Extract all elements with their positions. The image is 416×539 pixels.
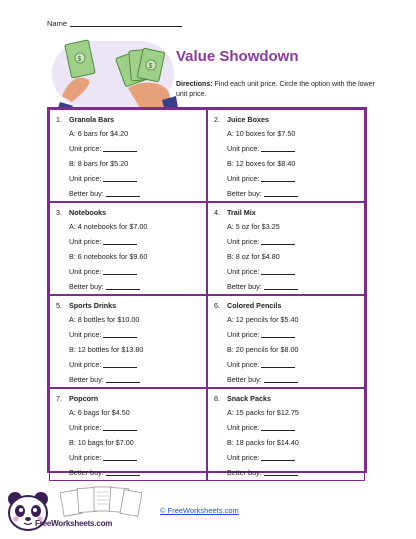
problem-card [207, 295, 365, 388]
option-a: A: 6 bags for $4.50 [69, 408, 130, 417]
unit-price-b [214, 171, 358, 186]
problems-grid [47, 107, 367, 477]
problem-name: Granola Bars [69, 115, 115, 124]
problem-number: 7. [56, 394, 62, 403]
answer-blank[interactable] [264, 289, 298, 290]
unit-price-label: Unit price: [227, 144, 260, 153]
problem-card [49, 295, 207, 388]
unit-price-a [56, 420, 200, 435]
panda-mascot-icon [4, 489, 54, 537]
name-line[interactable] [70, 26, 182, 27]
answer-blank[interactable] [264, 382, 298, 383]
option-a: A: 10 boxes for $7.50 [227, 129, 296, 138]
unit-price-b [56, 171, 200, 186]
answer-blank[interactable] [103, 274, 137, 275]
money-hands-illustration [58, 36, 178, 108]
answer-blank[interactable] [264, 475, 298, 476]
answer-blank[interactable] [261, 151, 295, 152]
problem-name: Snack Packs [227, 394, 271, 403]
unit-price-label: Unit price: [227, 453, 260, 462]
unit-price-label: Unit price: [69, 144, 102, 153]
unit-price-label: Unit price: [69, 360, 102, 369]
unit-price-label: Unit price: [227, 423, 260, 432]
problem-card [49, 109, 207, 202]
option-b: B: 12 boxes for $8.40 [227, 159, 296, 168]
svg-text:$: $ [77, 56, 82, 63]
unit-price-a [214, 327, 358, 342]
option-b: B: 8 oz for $4.80 [227, 252, 280, 261]
option-a: A: 4 notebooks for $7.00 [69, 222, 148, 231]
unit-price-a [56, 141, 200, 156]
svg-text:$: $ [148, 63, 153, 70]
answer-blank[interactable] [106, 475, 140, 476]
unit-price-a [56, 234, 200, 249]
unit-price-label: Unit price: [69, 423, 102, 432]
option-a: A: 8 bottles for $10.00 [69, 315, 140, 324]
problem-number: 1. [56, 115, 62, 124]
option-b: B: 8 bars for $5.20 [69, 159, 129, 168]
problem-name: Notebooks [69, 208, 107, 217]
option-b: B: 6 notebooks for $9.60 [69, 252, 148, 261]
unit-price-a [214, 141, 358, 156]
problem-number: 3. [56, 208, 62, 217]
unit-price-b [214, 357, 358, 372]
better-buy [214, 465, 358, 480]
unit-price-label: Unit price: [69, 237, 102, 246]
answer-blank[interactable] [103, 181, 137, 182]
answer-blank[interactable] [264, 196, 298, 197]
answer-blank[interactable] [106, 289, 140, 290]
better-buy-label: Better buy: [69, 189, 104, 198]
unit-price-b [56, 357, 200, 372]
unit-price-label: Unit price: [227, 237, 260, 246]
footer-link[interactable]: © FreeWorksheets.com [160, 506, 239, 515]
better-buy-label: Better buy: [69, 468, 104, 477]
better-buy-label: Better buy: [227, 468, 262, 477]
directions-text: Find each unit price. Circle the option with the lower unit price. [176, 81, 375, 98]
unit-price-a [214, 420, 358, 435]
unit-price-b [214, 264, 358, 279]
page-title: Value Showdown [176, 48, 299, 65]
better-buy [56, 372, 200, 387]
unit-price-label: Unit price: [69, 267, 102, 276]
answer-blank[interactable] [103, 430, 137, 431]
unit-price-label: Unit price: [69, 174, 102, 183]
brand-logo-text: FreeWorksheets.com [35, 519, 113, 528]
problem-number: 2. [214, 115, 220, 124]
better-buy-label: Better buy: [227, 189, 262, 198]
answer-blank[interactable] [261, 337, 295, 338]
answer-blank[interactable] [261, 367, 295, 368]
answer-blank[interactable] [103, 151, 137, 152]
name-label: Name [47, 19, 68, 28]
problem-card [207, 202, 365, 295]
option-b: B: 10 bags for $7.00 [69, 438, 134, 447]
answer-blank[interactable] [261, 274, 295, 275]
unit-price-a [214, 234, 358, 249]
unit-price-label: Unit price: [69, 453, 102, 462]
unit-price-b [56, 450, 200, 465]
answer-blank[interactable] [261, 244, 295, 245]
unit-price-label: Unit price: [69, 330, 102, 339]
unit-price-label: Unit price: [227, 267, 260, 276]
problem-name: Colored Pencils [227, 301, 282, 310]
answer-blank[interactable] [103, 244, 137, 245]
unit-price-label: Unit price: [227, 360, 260, 369]
answer-blank[interactable] [103, 367, 137, 368]
option-a: A: 5 oz for $3.25 [227, 222, 280, 231]
problem-name: Trail Mix [227, 208, 256, 217]
problem-number: 8. [214, 394, 220, 403]
directions [176, 80, 376, 100]
better-buy [56, 186, 200, 201]
better-buy [56, 279, 200, 294]
problem-card [207, 388, 365, 481]
better-buy-label: Better buy: [227, 282, 262, 291]
better-buy [56, 465, 200, 480]
option-a: A: 15 packs for $12.75 [227, 408, 299, 417]
problem-name: Popcorn [69, 394, 99, 403]
problem-card [207, 109, 365, 202]
answer-blank[interactable] [106, 196, 140, 197]
answer-blank[interactable] [103, 460, 137, 461]
option-a: A: 6 bars for $4.20 [69, 129, 129, 138]
problem-card [49, 388, 207, 481]
better-buy [214, 279, 358, 294]
better-buy-label: Better buy: [227, 375, 262, 384]
unit-price-a [56, 327, 200, 342]
answer-blank[interactable] [261, 460, 295, 461]
option-b: B: 12 bottles for $13.80 [69, 345, 144, 354]
problem-name: Sports Drinks [69, 301, 117, 310]
answer-blank[interactable] [261, 181, 295, 182]
better-buy [214, 372, 358, 387]
answer-blank[interactable] [106, 382, 140, 383]
directions-label: Directions: [176, 81, 213, 88]
answer-blank[interactable] [103, 337, 137, 338]
option-b: B: 18 packs for $14.40 [227, 438, 299, 447]
better-buy-label: Better buy: [69, 282, 104, 291]
problem-number: 5. [56, 301, 62, 310]
unit-price-b [214, 450, 358, 465]
problem-number: 4. [214, 208, 220, 217]
unit-price-label: Unit price: [227, 330, 260, 339]
option-a: A: 12 pencils for $5.40 [227, 315, 299, 324]
name-field [47, 19, 182, 28]
unit-price-label: Unit price: [227, 174, 260, 183]
unit-price-b [56, 264, 200, 279]
better-buy [214, 186, 358, 201]
problem-number: 6. [214, 301, 220, 310]
better-buy-label: Better buy: [69, 375, 104, 384]
answer-blank[interactable] [261, 430, 295, 431]
problem-card [49, 202, 207, 295]
worksheet-thumbnails-icon [60, 485, 142, 521]
option-b: B: 20 pencils for $8.00 [227, 345, 299, 354]
problem-name: Juice Boxes [227, 115, 269, 124]
